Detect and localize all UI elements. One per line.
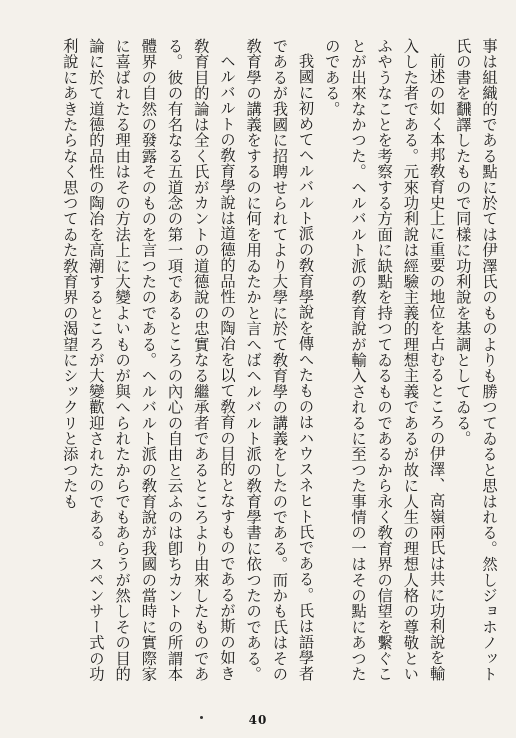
page-number: 40 xyxy=(248,713,268,727)
paragraph: ヘルバルトの敎育學說は道德的品性の陶冶を以て敎育の目的となすものであるが斯の如き敎育目的論は全く氏がカントの道德說の忠實なる繼承者であるところより由來したものである。彼の有名なる五道念の第一項であるところの內心の自由と云ふのは卽ちカントの所謂本體界の自然の發露そのものを言つたのである。ヘルバルト派の敎育說が我國の當時に實際家に喜ばれたる理由はその方法上に大變よいものが與へられたからでもあらうが然しその目的論に於て道德的品性の陶冶を高潮するところが大變歡迎されたのである。スペンサー式の功利說にあきたらなく思つてゐた敎育界の渴望にシックリと添つたも xyxy=(60,38,236,682)
paragraph: 前述の如く本邦敎育史上に重要の地位を占むるところの伊澤、高嶺兩氏は共に功利說を輸入した者である。元來功利說は經驗主義的理想主義であるが故に人生の理想人格の尊敬といふやうなことを考察する方面に缺點を持つてゐるものであるから永く敎育界の信望を繫ぐことが出來なかつた。ヘルバルト派の敎育說が輸入されるに至つた事情の一はその點にあつたのである。 xyxy=(322,38,446,682)
vertical-text-body xyxy=(14,38,502,686)
paragraph: 我國に初めてヘルバルト派の敎育學說を傳へたものはハウスネヒト氏である。氏は語學者であるが我國に招聘せられてより大學に於て敎育學の講義をしたのである。而かも氏はその敎育學の講義をするのに何を用ゐたかと言へばヘルバルト派の敎育學書に依つたのである。 xyxy=(244,38,315,682)
paragraph: 事は組織的である點に於ては伊澤氏のものよりも勝つてゐると思はれる。然しジョホノット氏の書を飜譯したもので同樣に功利說を基調としてゐる。 xyxy=(453,38,498,682)
